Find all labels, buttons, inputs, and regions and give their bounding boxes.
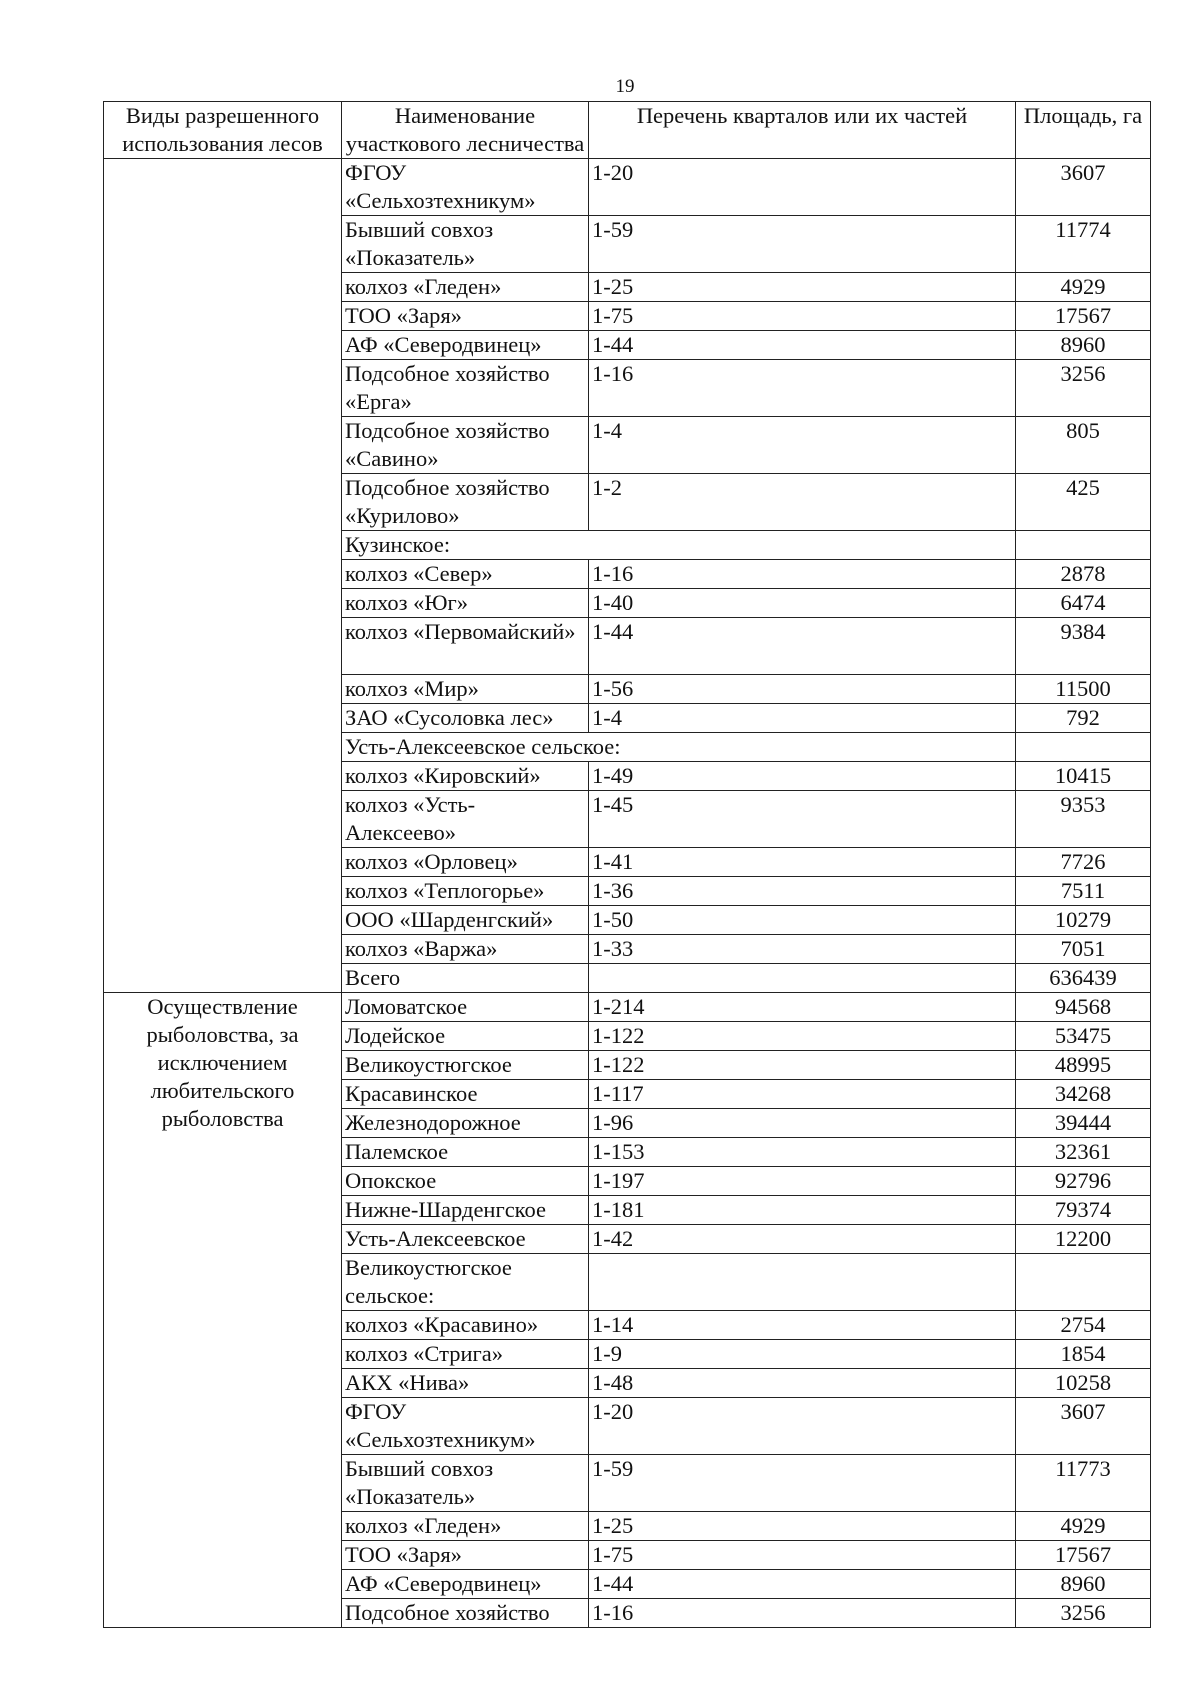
- use-type-cell: [104, 159, 342, 993]
- area-cell: 6474: [1016, 589, 1151, 618]
- area-cell: 17567: [1016, 302, 1151, 331]
- forestry-name-cell: ФГОУ «Сельхозтехникум»: [342, 1398, 589, 1455]
- quarters-cell: 1-214: [589, 993, 1016, 1022]
- forestry-name-cell: Красавинское: [342, 1080, 589, 1109]
- header-quarters: Перечень кварталов или их частей: [589, 102, 1016, 159]
- area-cell: 1854: [1016, 1340, 1151, 1369]
- forestry-name-cell: Великоустюгское сельское:: [342, 1254, 589, 1311]
- quarters-cell: 1-96: [589, 1109, 1016, 1138]
- forestry-name-cell: колхоз «Кировский»: [342, 762, 589, 791]
- quarters-cell: 1-4: [589, 417, 1016, 474]
- forestry-name-cell: Подсобное хозяйство «Ерга»: [342, 360, 589, 417]
- forestry-name-cell: колхоз «Гледен»: [342, 1512, 589, 1541]
- table-header-row: [104, 102, 1151, 159]
- forestry-name-cell: ЗАО «Сусоловка лес»: [342, 704, 589, 733]
- header-forestry-name: Наименование участкового лесничества: [342, 102, 589, 159]
- area-cell: 3256: [1016, 1599, 1151, 1628]
- quarters-cell: 1-2: [589, 474, 1016, 531]
- forestry-name-cell: Всего: [342, 964, 589, 993]
- quarters-cell: 1-56: [589, 675, 1016, 704]
- use-type-cell: Осуществление рыболовства, за исключением любительского рыболовства: [104, 993, 342, 1628]
- forest-use-table: [103, 101, 1151, 1628]
- forestry-name-cell: ТОО «Заря»: [342, 1541, 589, 1570]
- quarters-cell: 1-45: [589, 791, 1016, 848]
- forestry-name-cell: колхоз «Гледен»: [342, 273, 589, 302]
- forestry-name-cell: АФ «Северодвинец»: [342, 331, 589, 360]
- forestry-name-cell: Подсобное хозяйство «Савино»: [342, 417, 589, 474]
- quarters-cell: 1-42: [589, 1225, 1016, 1254]
- forestry-name-cell: Великоустюгское: [342, 1051, 589, 1080]
- quarters-cell: 1-197: [589, 1167, 1016, 1196]
- quarters-cell: 1-41: [589, 848, 1016, 877]
- table-row: [104, 159, 1151, 216]
- forestry-name-cell: колхоз «Первомайский»: [342, 618, 589, 675]
- quarters-cell: 1-59: [589, 1455, 1016, 1512]
- quarters-cell: 1-50: [589, 906, 1016, 935]
- forestry-name-cell: ФГОУ «Сельхозтехникум»: [342, 159, 589, 216]
- quarters-cell: 1-14: [589, 1311, 1016, 1340]
- forestry-name-cell: колхоз «Орловец»: [342, 848, 589, 877]
- forestry-name-cell: колхоз «Теплогорье»: [342, 877, 589, 906]
- forestry-name-cell: АФ «Северодвинец»: [342, 1570, 589, 1599]
- forestry-name-cell: колхоз «Мир»: [342, 675, 589, 704]
- quarters-cell: 1-9: [589, 1340, 1016, 1369]
- area-cell: 3607: [1016, 1398, 1151, 1455]
- quarters-cell: 1-16: [589, 1599, 1016, 1628]
- forestry-name-cell: Усть-Алексеевское сельское:: [342, 733, 1016, 762]
- area-cell: 4929: [1016, 1512, 1151, 1541]
- forestry-name-cell: Железнодорожное: [342, 1109, 589, 1138]
- area-cell: 53475: [1016, 1022, 1151, 1051]
- quarters-cell: [589, 964, 1016, 993]
- area-cell: 2878: [1016, 560, 1151, 589]
- quarters-cell: 1-59: [589, 216, 1016, 273]
- quarters-cell: 1-25: [589, 1512, 1016, 1541]
- area-cell: 12200: [1016, 1225, 1151, 1254]
- area-cell: 7051: [1016, 935, 1151, 964]
- quarters-cell: 1-36: [589, 877, 1016, 906]
- quarters-cell: 1-4: [589, 704, 1016, 733]
- area-cell: [1016, 531, 1151, 560]
- quarters-cell: 1-122: [589, 1051, 1016, 1080]
- quarters-cell: 1-40: [589, 589, 1016, 618]
- area-cell: 39444: [1016, 1109, 1151, 1138]
- header-use-type: Виды разрешенного использования лесов: [104, 102, 342, 159]
- quarters-cell: 1-16: [589, 560, 1016, 589]
- area-cell: 48995: [1016, 1051, 1151, 1080]
- forestry-name-cell: Бывший совхоз «Показатель»: [342, 1455, 589, 1512]
- forestry-name-cell: колхоз «Стрига»: [342, 1340, 589, 1369]
- area-cell: 10258: [1016, 1369, 1151, 1398]
- area-cell: 34268: [1016, 1080, 1151, 1109]
- forestry-name-cell: Нижне-Шарденгское: [342, 1196, 589, 1225]
- quarters-cell: 1-20: [589, 1398, 1016, 1455]
- quarters-cell: 1-122: [589, 1022, 1016, 1051]
- area-cell: 17567: [1016, 1541, 1151, 1570]
- quarters-cell: 1-48: [589, 1369, 1016, 1398]
- area-cell: 11774: [1016, 216, 1151, 273]
- area-cell: 2754: [1016, 1311, 1151, 1340]
- area-cell: 79374: [1016, 1196, 1151, 1225]
- area-cell: 11773: [1016, 1455, 1151, 1512]
- area-cell: 94568: [1016, 993, 1151, 1022]
- forestry-name-cell: Подсобное хозяйство «Курилово»: [342, 474, 589, 531]
- area-cell: 792: [1016, 704, 1151, 733]
- table-body: [104, 159, 1151, 1628]
- forestry-name-cell: ТОО «Заря»: [342, 302, 589, 331]
- quarters-cell: [589, 1254, 1016, 1311]
- area-cell: [1016, 733, 1151, 762]
- forestry-name-cell: Усть-Алексеевское: [342, 1225, 589, 1254]
- quarters-cell: 1-25: [589, 273, 1016, 302]
- area-cell: 10415: [1016, 762, 1151, 791]
- quarters-cell: 1-49: [589, 762, 1016, 791]
- forestry-name-cell: колхоз «Север»: [342, 560, 589, 589]
- page-number: 19: [615, 76, 635, 97]
- area-cell: 425: [1016, 474, 1151, 531]
- area-cell: 7726: [1016, 848, 1151, 877]
- forestry-name-cell: колхоз «Юг»: [342, 589, 589, 618]
- quarters-cell: 1-44: [589, 618, 1016, 675]
- quarters-cell: 1-16: [589, 360, 1016, 417]
- quarters-cell: 1-117: [589, 1080, 1016, 1109]
- quarters-cell: 1-44: [589, 1570, 1016, 1599]
- area-cell: 9353: [1016, 791, 1151, 848]
- quarters-cell: 1-181: [589, 1196, 1016, 1225]
- quarters-cell: 1-44: [589, 331, 1016, 360]
- forestry-name-cell: ООО «Шарденгский»: [342, 906, 589, 935]
- area-cell: 11500: [1016, 675, 1151, 704]
- area-cell: 10279: [1016, 906, 1151, 935]
- area-cell: 4929: [1016, 273, 1151, 302]
- area-cell: 3256: [1016, 360, 1151, 417]
- area-cell: 9384: [1016, 618, 1151, 675]
- forestry-name-cell: АКХ «Нива»: [342, 1369, 589, 1398]
- area-cell: 8960: [1016, 1570, 1151, 1599]
- area-cell: 92796: [1016, 1167, 1151, 1196]
- quarters-cell: 1-153: [589, 1138, 1016, 1167]
- forestry-name-cell: Бывший совхоз «Показатель»: [342, 216, 589, 273]
- area-cell: 7511: [1016, 877, 1151, 906]
- forestry-name-cell: Палемское: [342, 1138, 589, 1167]
- forestry-name-cell: Лодейское: [342, 1022, 589, 1051]
- area-cell: [1016, 1254, 1151, 1311]
- quarters-cell: 1-33: [589, 935, 1016, 964]
- table-row: [104, 993, 1151, 1022]
- area-cell: 636439: [1016, 964, 1151, 993]
- area-cell: 32361: [1016, 1138, 1151, 1167]
- forestry-name-cell: колхоз «Варжа»: [342, 935, 589, 964]
- quarters-cell: 1-20: [589, 159, 1016, 216]
- area-cell: 805: [1016, 417, 1151, 474]
- forestry-name-cell: Кузинское:: [342, 531, 1016, 560]
- header-area: Площадь, га: [1016, 102, 1151, 159]
- forestry-name-cell: Опокское: [342, 1167, 589, 1196]
- area-cell: 3607: [1016, 159, 1151, 216]
- quarters-cell: 1-75: [589, 1541, 1016, 1570]
- quarters-cell: 1-75: [589, 302, 1016, 331]
- forestry-name-cell: Ломоватское: [342, 993, 589, 1022]
- forestry-name-cell: Подсобное хозяйство: [342, 1599, 589, 1628]
- area-cell: 8960: [1016, 331, 1151, 360]
- forestry-name-cell: колхоз «Усть-Алексеево»: [342, 791, 589, 848]
- forestry-name-cell: колхоз «Красавино»: [342, 1311, 589, 1340]
